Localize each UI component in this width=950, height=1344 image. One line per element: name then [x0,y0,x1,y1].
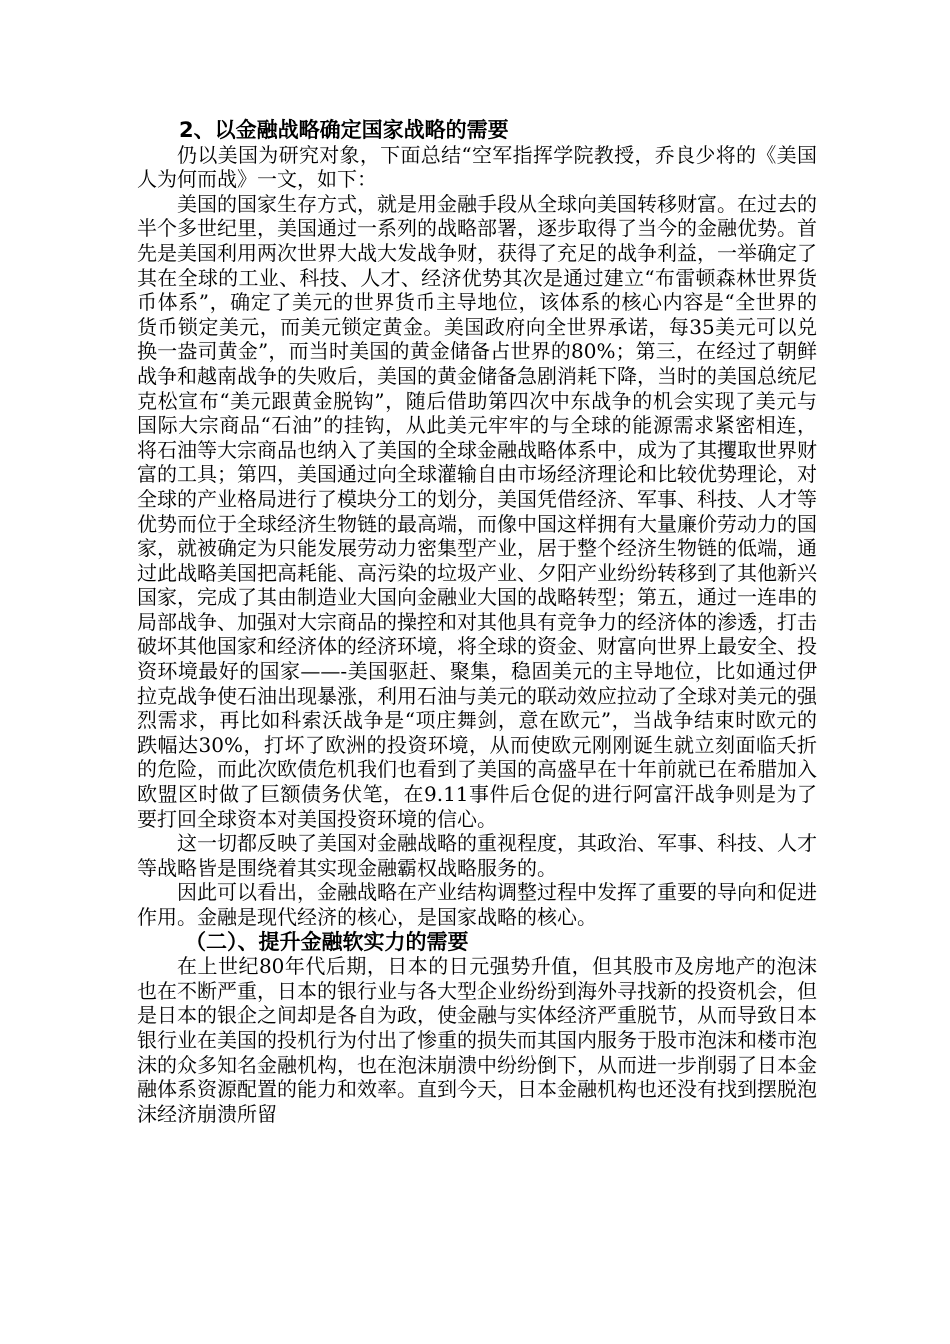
paragraph-japan: 在上世纪80年代后期，日本的日元强势升值，但其股市及房地产的泡沫也在不断严重，日本的银行业与各大型企业纷纷到海外寻找新的投资机会，但是日本的银企之间却是各自为政，使金融与实体经济严重脱节，从而导致日本银行业在美国的投机行为付出了惨重的损失而其国内服务于股市泡沫和楼市泡沫的众多知名金融机构，也在泡沫崩溃中纷纷倒下，从而进一步削弱了日本金融体系资源配置的能力和效率。直到今天，日本金融机构也还没有找到摆脱泡沫经济崩溃所留 [137,954,817,1126]
document-page [137,118,817,1126]
paragraph-reflection: 这一切都反映了美国对金融战略的重视程度，其政治、军事、科技、人才等战略皆是围绕着其实现金融霸权战略服务的。 [137,831,817,880]
paragraph-conclusion: 因此可以看出，金融战略在产业结构调整过程中发挥了重要的导向和促进作用。金融是现代经济的核心，是国家战略的核心。 [137,880,817,929]
section-heading-financial-strategy: 2、以金融战略确定国家战略的需要 [179,118,509,142]
paragraph-intro: 仍以美国为研究对象，下面总结“空军指挥学院教授，乔良少将的《美国人为何而战》一文，如下： [137,142,817,192]
section-heading-soft-power: （二）、提升金融软实力的需要 [185,929,469,954]
paragraph-us-strategy: 美国的国家生存方式，就是用金融手段从全球向美国转移财富。在过去的半个多世纪里，美国通过一系列的战略部署，逐步取得了当今的金融优势。首先是美国利用两次世界大战大发战争财，获得了充足的战争利益，一举确定了其在全球的工业、科技、人才、经济优势其次是通过建立“布雷顿森林世界货币体系”，确定了美元的世界货币主导地位，该体系的核心内容是“全世界的货币锁定美元，而美元锁定黄金。美国政府向全世界承诺，每35美元可以兑换一盎司黄金”，而当时美国的黄金储备占世界的80%；第三，在经过了朝鲜战争和越南战争的失败后，美国的黄金储备急剧消耗下降，当时的美国总统尼克松宣布“美元跟黄金脱钩”，随后借助第四次中东战争的机会实现了美元与国际大宗商品“石油”的挂钩，从此美元牢牢的与全球的能源需求紧密相连，将石油等大宗商品也纳入了美国的全球金融战略体系中，成为了其攫取世界财富的工具；第四，美国通过向全球灌输自由市场经济理论和比较优势理论，对全球的产业格局进行了模块分工的划分，美国凭借经济、军事、科技、人才等优势而位于全球经济生物链的最高端，而像中国这样拥有大量廉价劳动力的国家，就被确定为只能发展劳动力密集型产业，居于整个经济生物链的低端，通过此战略美国把高耗能、高污染的垃圾产业、夕阳产业纷纷转移到了其他新兴国家，完成了其由制造业大国向金融业大国的战略转型；第五，通过一连串的局部战争、加强对大宗商品的操控和对其他具有竞争力的经济体的渗透，打击破坏其他国家和经济体的经济环境，将全球的资金、财富向世界上最安全、投资环境最好的国家——-美国驱赶、聚集，稳固美元的主导地位，比如通过伊拉克战争使石油出现暴涨，利用石油与美元的联动效应拉动了全球对美元的强烈需求，再比如科索沃战争是“项庄舞剑，意在欧元”，当战争结束时欧元的跌幅达30%，打坏了欧洲的投资环境，从而使欧元刚刚诞生就立刻面临夭折的危险，而此次欧债危机我们也看到了美国的高盛早在十年前就已在希腊加入欧盟区时做了巨额债务伏笔，在9.11事件后仓促的进行阿富汗战争则是为了要打回全球资本对美国投资环境的信心。 [137,191,817,831]
